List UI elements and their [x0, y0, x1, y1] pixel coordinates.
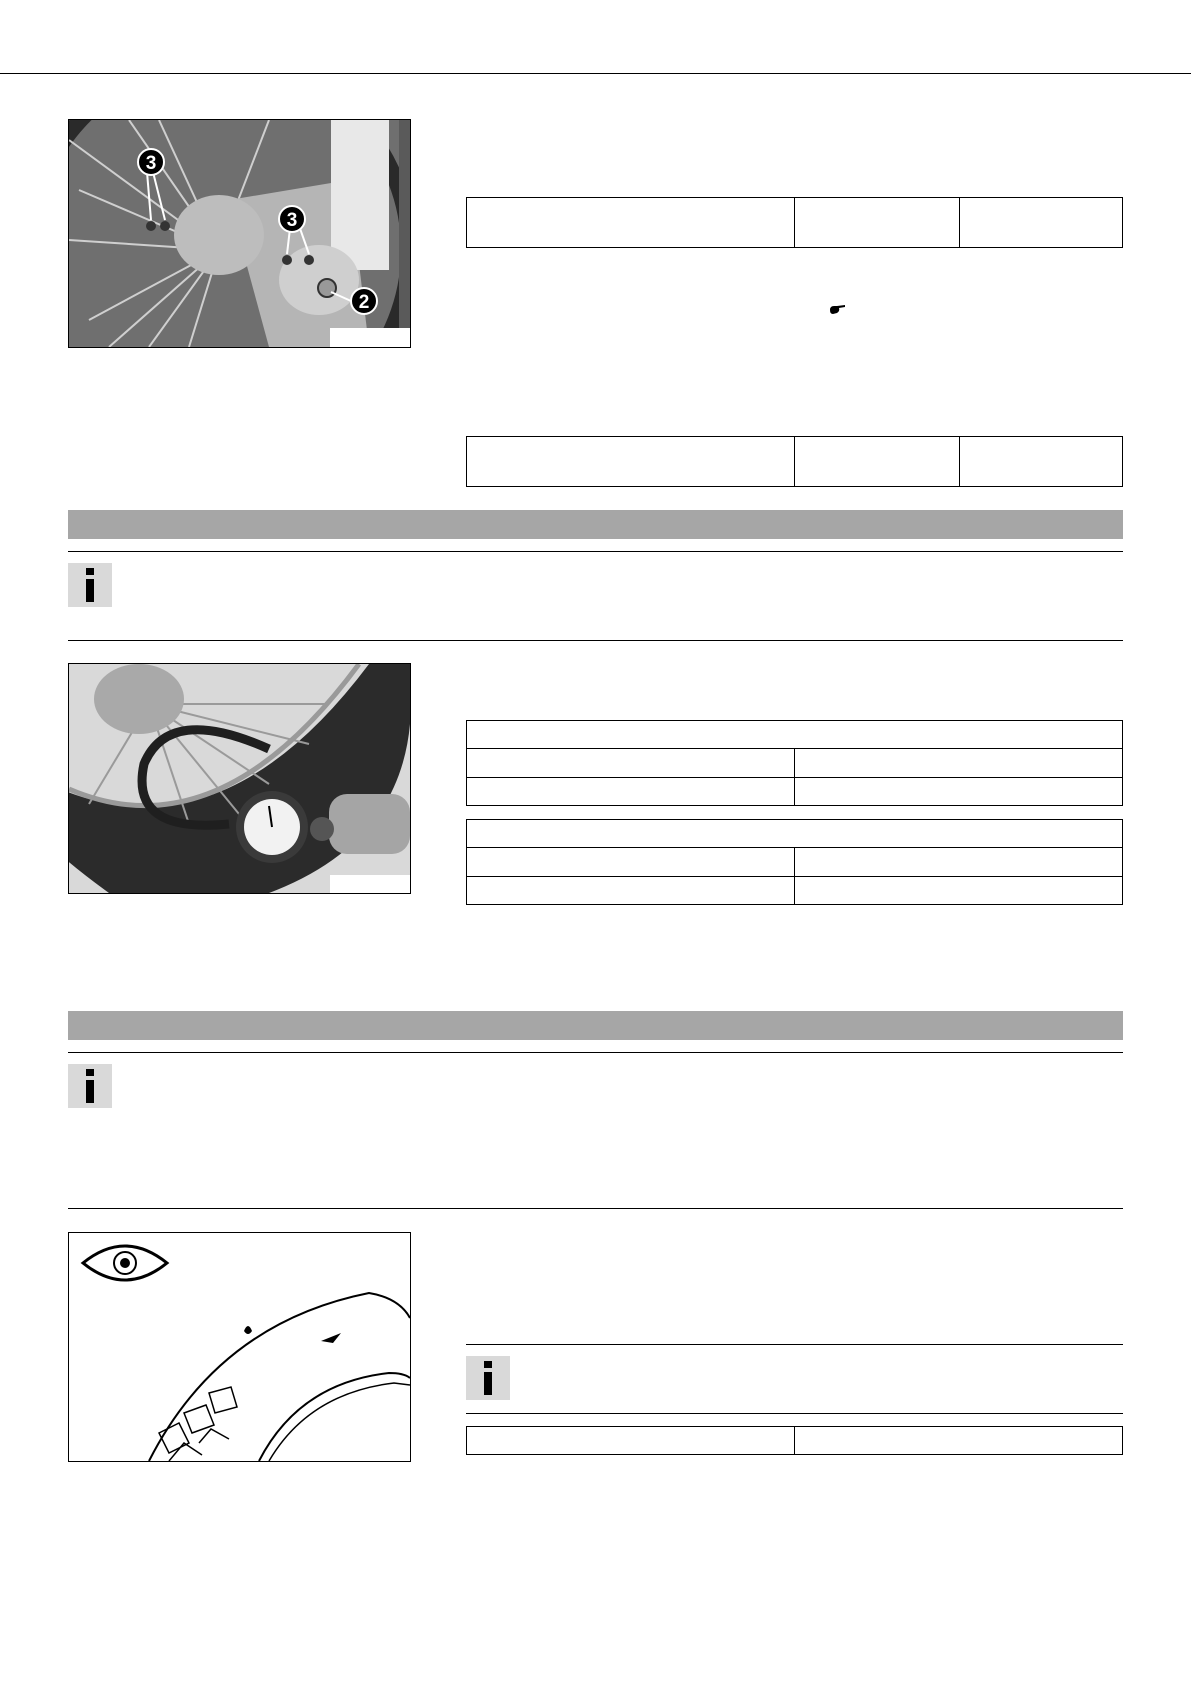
table-row	[467, 198, 1123, 248]
section-rule	[68, 1208, 1123, 1209]
tire-pressure-photo	[68, 663, 411, 894]
info-box	[466, 1356, 510, 1400]
pressure-table-2	[466, 819, 1123, 905]
info-box	[68, 1064, 112, 1108]
tire-tread-illustration	[69, 1233, 410, 1461]
tire-pressure-illustration	[69, 664, 410, 893]
header-rule	[0, 73, 1191, 74]
torque-table-2	[466, 436, 1123, 487]
pressure-table-1	[466, 720, 1123, 806]
table-cell	[467, 820, 1123, 848]
table-cell	[960, 198, 1123, 248]
front-axle-photo	[68, 119, 411, 348]
table-row	[467, 876, 1123, 904]
section-rule	[68, 640, 1123, 641]
table-row	[467, 848, 1123, 876]
table-cell	[795, 198, 960, 248]
table-cell	[467, 721, 1123, 749]
table-cell	[795, 437, 960, 487]
info-icon	[481, 1361, 495, 1395]
info-box	[68, 563, 112, 607]
info-icon	[83, 568, 97, 602]
info-icon	[83, 1069, 97, 1103]
table-row	[467, 721, 1123, 749]
callout-2: 2	[358, 292, 370, 313]
tire-tread-drawing	[68, 1232, 411, 1462]
table-cell	[467, 437, 795, 487]
table-cell	[467, 777, 795, 805]
table-cell	[960, 437, 1123, 487]
table-row	[467, 1427, 1123, 1455]
table-cell	[795, 1427, 1123, 1455]
section-rule	[68, 1052, 1123, 1053]
eye-icon	[83, 1246, 167, 1280]
table-cell	[467, 749, 795, 777]
tread-depth-table	[466, 1426, 1123, 1455]
section-heading-bar-1	[68, 510, 1123, 539]
table-cell	[795, 777, 1123, 805]
front-axle-illustration	[69, 120, 410, 347]
section-heading-bar-2	[68, 1011, 1123, 1040]
note-rule	[466, 1413, 1123, 1414]
table-cell	[467, 1427, 795, 1455]
torque-table-1	[466, 197, 1123, 248]
table-cell	[795, 749, 1123, 777]
callout-3-left: 3	[145, 153, 157, 174]
table-cell	[467, 848, 795, 876]
note-rule	[466, 1344, 1123, 1345]
callout-3-right: 3	[286, 210, 298, 231]
table-row	[467, 820, 1123, 848]
pointing-hand-icon	[829, 304, 847, 316]
section-rule	[68, 551, 1123, 552]
table-row	[467, 777, 1123, 805]
table-row	[467, 437, 1123, 487]
table-cell	[795, 876, 1123, 904]
table-cell	[795, 848, 1123, 876]
table-cell	[467, 876, 795, 904]
table-cell	[467, 198, 795, 248]
table-row	[467, 749, 1123, 777]
